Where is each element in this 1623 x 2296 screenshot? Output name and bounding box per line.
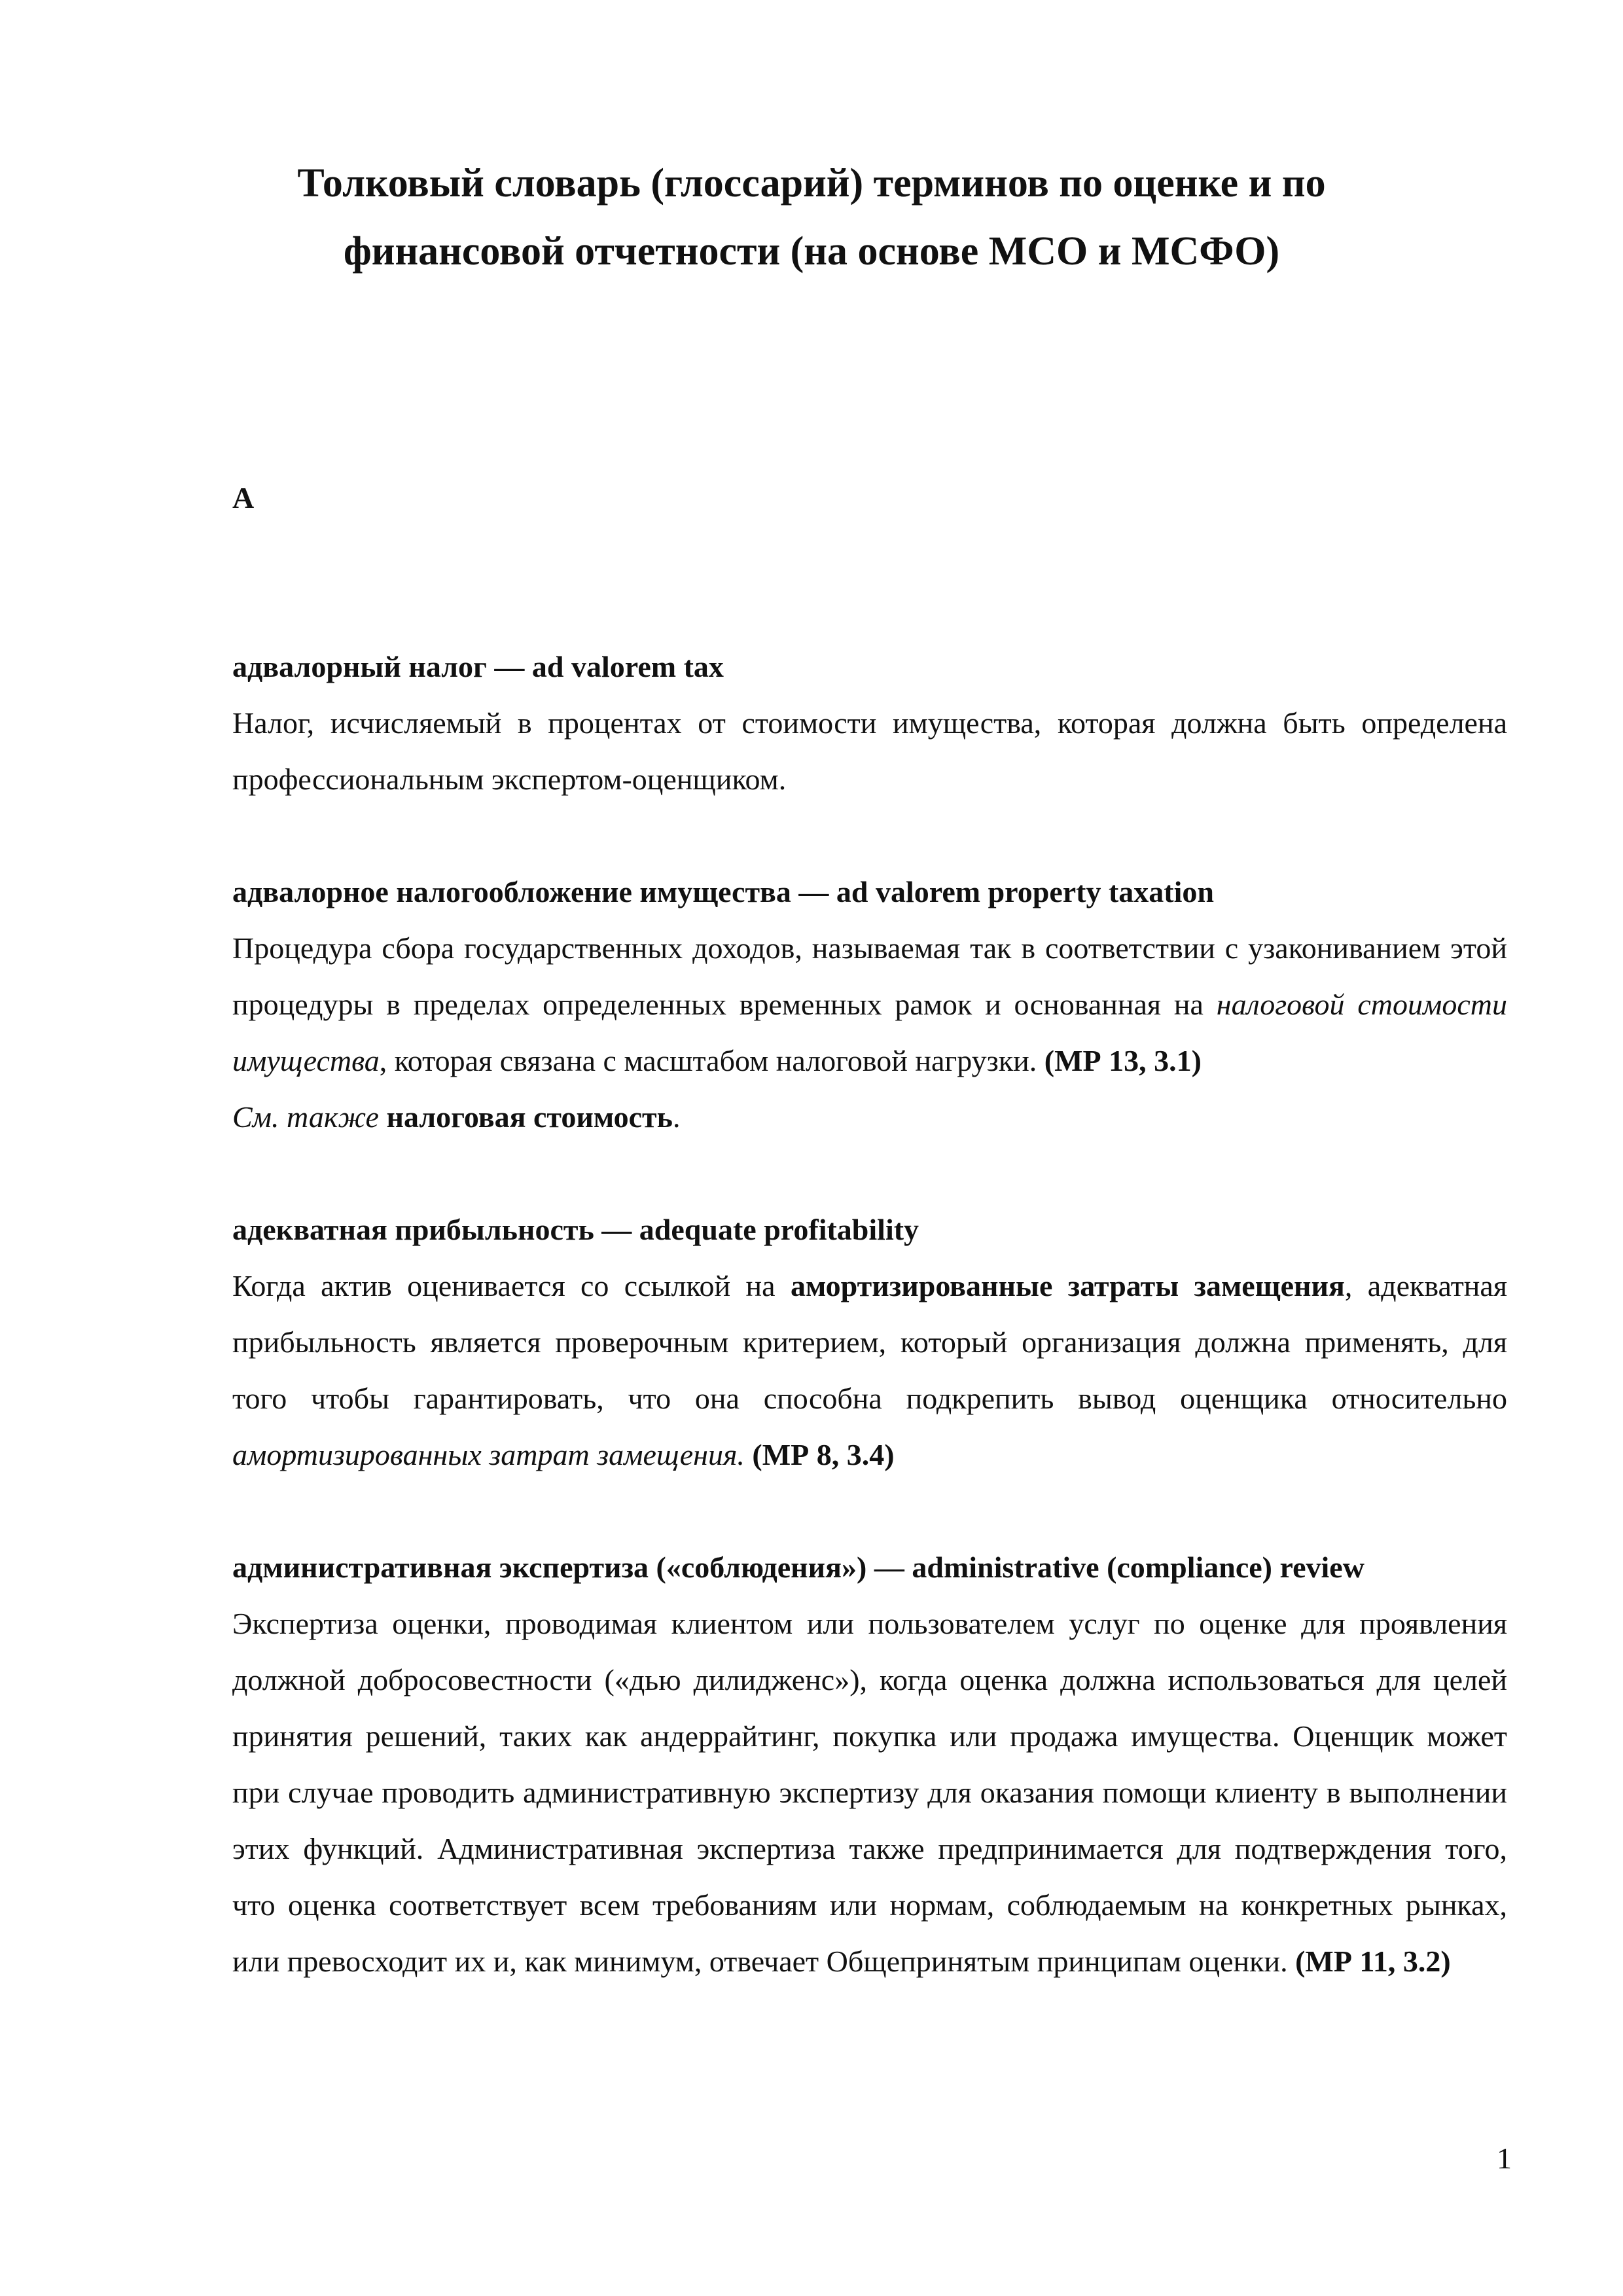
- definition-bold-term: амортизированные затраты замещения: [790, 1269, 1345, 1302]
- document-title: [232, 149, 1391, 285]
- reference-code: (МР 11, 3.2): [1295, 1945, 1451, 1978]
- see-also-label: См. также: [232, 1100, 379, 1134]
- see-also-end: .: [672, 1100, 681, 1134]
- entry-definition: [232, 920, 1507, 1089]
- see-also-line: [232, 1089, 1507, 1145]
- reference-code: (МР 13, 3.1): [1044, 1044, 1202, 1077]
- glossary-entry-adequate-profitability: [232, 1202, 1507, 1483]
- see-also-term: налоговая стоимость: [386, 1100, 673, 1134]
- definition-italic-term: амортизированных затрат замещения.: [232, 1438, 745, 1471]
- entry-definition: [232, 1258, 1507, 1483]
- entry-definition: [232, 1596, 1507, 1990]
- entry-definition: Налог, исчисляемый в процентах от стоимости имущества, которая должна быть определена профессиональным экспертом-оценщиком.: [232, 706, 1507, 796]
- glossary-entry-ad-valorem-property-taxation: [232, 864, 1507, 1145]
- entry-term: адвалорный налог — ad valorem tax: [232, 650, 724, 683]
- definition-text: Когда актив оценивается со ссылкой на: [232, 1269, 791, 1302]
- entry-term: административная экспертиза («соблюдения») — administrative (compliance) review: [232, 1551, 1364, 1584]
- title-line-1: Толковый словарь (глоссарий) терминов по оценке и по: [297, 161, 1326, 206]
- entry-term: адвалорное налогообложение имущества — ad valorem property taxation: [232, 875, 1214, 908]
- section-letter: А: [232, 481, 255, 514]
- definition-text: , адекватная прибыльность является проверочным критерием, который организация должна применять, для того чтобы гарантировать, что она способна подкрепить вывод оценщика относительно: [232, 1269, 1507, 1415]
- glossary-entry-administrative-review: [232, 1539, 1507, 1990]
- definition-italic-term: налоговой стоимости имущества: [232, 988, 1507, 1077]
- entry-term: адекватная прибыльность — adequate profitability: [232, 1213, 919, 1246]
- glossary-entry-ad-valorem-tax: [232, 639, 1507, 808]
- reference-code: (МР 8, 3.4): [752, 1438, 895, 1471]
- page-number: 1: [1497, 2142, 1512, 2175]
- definition-text: , которая связана с масштабом налоговой нагрузки.: [379, 1044, 1044, 1077]
- title-line-2: финансовой отчетности (на основе МСО и МСФО): [343, 229, 1280, 274]
- definition-text: Процедура сбора государственных доходов, называемая так в соответствии с узакониванием этой процедуры в пределах определенных временных рамок и основанная на: [232, 931, 1507, 1021]
- glossary-content: [232, 470, 1507, 2046]
- definition-text: Экспертиза оценки, проводимая клиентом или пользователем услуг по оценке для проявления должной добросовестности («дью дилидженс»), когда оценка должна использоваться для целей принятия решений, таких как андеррайтинг, покупка или продажа имущества. Оценщик может при случае проводить административную экспертизу для оказания помощи клиенту в выполнении этих функций. Административная экспертиза также предпринимается для подтверждения того, что оценка соответствует всем требованиям или нормам, соблюдаемым на конкретных рынках, или превосходит их и, как минимум, отвечает Общепринятым принципам оценки.: [232, 1607, 1507, 1978]
